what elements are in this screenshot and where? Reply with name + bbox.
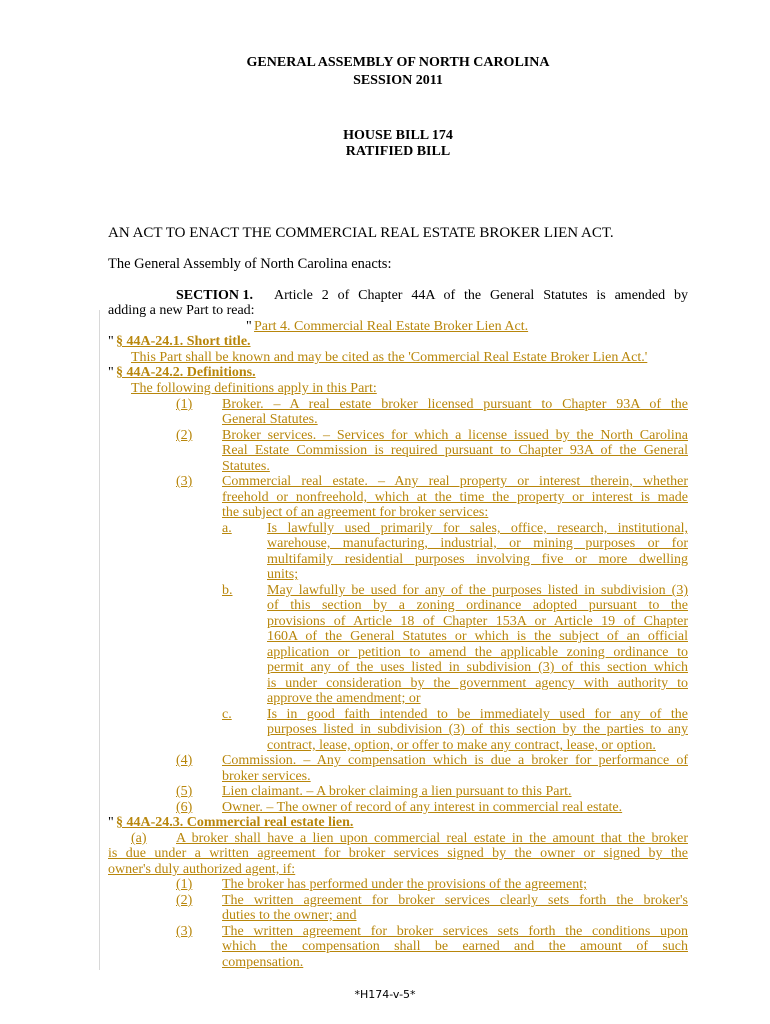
def-num: (2) bbox=[176, 428, 193, 443]
def-num: (3) bbox=[176, 474, 193, 489]
sub-line: is under consideration by the government agency with authority to bbox=[267, 676, 688, 691]
part-title: Part 4. Commercial Real Estate Broker Lien Act. bbox=[254, 319, 529, 334]
sub-line: provisions of Article 18 of Chapter 153A or Article 19 of Chapter bbox=[267, 614, 688, 629]
bill-number: HOUSE BILL 174 bbox=[343, 128, 453, 143]
bill-status: RATIFIED BILL bbox=[345, 144, 451, 159]
sub-line: permit any of the uses listed in subdivision (3) of this section which bbox=[267, 660, 688, 675]
s242-intro: The following definitions apply in this Part: bbox=[131, 381, 377, 396]
def-line: Commission. – Any compensation which is due a broker for performance of bbox=[222, 753, 688, 768]
section1-label: SECTION 1. bbox=[176, 288, 254, 303]
sub-line: warehouse, manufacturing, industrial, or mining purposes or for bbox=[267, 536, 688, 551]
sub-line: contract, lease, option, or offer to make any contract, lease, or option. bbox=[267, 738, 656, 753]
def-num: (4) bbox=[176, 753, 193, 768]
section1-text2: adding a new Part to read: bbox=[108, 303, 255, 318]
def-line: Commercial real estate. – Any real property or interest therein, whether bbox=[222, 474, 688, 489]
sub-line: application or petition to amend the applicable zoning ordinance to bbox=[267, 645, 688, 660]
s241-quote: " bbox=[108, 334, 114, 349]
sub-line: units; bbox=[267, 567, 299, 582]
sub-line: purposes listed in subdivision (3) of this section by the parties to any bbox=[267, 722, 688, 737]
sub-num: c. bbox=[222, 707, 232, 722]
sub-num: b. bbox=[222, 583, 233, 598]
s243-quote: " bbox=[108, 815, 114, 830]
enacting-clause: The General Assembly of North Carolina enacts: bbox=[108, 256, 392, 272]
s241-body: This Part shall be known and may be cited as the 'Commercial Real Estate Broker Lien Act.' bbox=[131, 350, 648, 365]
margin-rule bbox=[99, 310, 100, 970]
s242-quote: " bbox=[108, 365, 114, 380]
subsection-a-label: (a) bbox=[131, 831, 147, 846]
subsection-a-line: is due under a written agreement for broker services signed by the owner or signed by the bbox=[108, 846, 688, 861]
s242-heading: § 44A-24.2. Definitions. bbox=[116, 365, 256, 380]
sub-line: approve the amendment; or bbox=[267, 691, 421, 706]
def-line: the subject of an agreement for broker services: bbox=[222, 505, 489, 520]
def-line: Real Estate Commission is required pursuant to Chapter 93A of the General bbox=[222, 443, 688, 458]
section1-text: Article 2 of Chapter 44A of the General Statutes is amended by bbox=[274, 288, 688, 303]
sub-line: Is lawfully used primarily for sales, office, research, institutional, bbox=[267, 521, 688, 536]
sub-num: a. bbox=[222, 521, 232, 536]
sub-line: 160A of the General Statutes or which is the subject of an official bbox=[267, 629, 688, 644]
header-line2: SESSION 2011 bbox=[353, 73, 443, 88]
cond-line: duties to the owner; and bbox=[222, 908, 357, 923]
def-num: (5) bbox=[176, 784, 193, 799]
sub-line: May lawfully be used for any of the purposes listed in subdivision (3) bbox=[267, 583, 688, 598]
s243-heading: § 44A-24.3. Commercial real estate lien. bbox=[116, 815, 354, 830]
sub-line: multifamily residential purposes involving five or more dwelling bbox=[267, 552, 688, 567]
s241-heading: § 44A-24.1. Short title. bbox=[116, 334, 251, 349]
cond-num: (2) bbox=[176, 893, 193, 908]
def-line: Broker services. – Services for which a license issued by the North Carolina bbox=[222, 428, 688, 443]
def-line: Owner. – The owner of record of any interest in commercial real estate. bbox=[222, 800, 623, 815]
cond-num: (1) bbox=[176, 877, 193, 892]
cond-line: The written agreement for broker services clearly sets forth the broker's bbox=[222, 893, 688, 908]
def-num: (1) bbox=[176, 397, 193, 412]
def-line: freehold or nonfreehold, which at the time the property or interest is made bbox=[222, 490, 688, 505]
sub-line: Is in good faith intended to be immediately used for any of the bbox=[267, 707, 688, 722]
page-footer: *H174-v-5* bbox=[354, 988, 416, 1001]
def-line: Broker. – A real estate broker licensed pursuant to Chapter 93A of the bbox=[222, 397, 688, 412]
cond-line: The broker has performed under the provisions of the agreement; bbox=[222, 877, 588, 892]
def-line: broker services. bbox=[222, 769, 311, 784]
subsection-a-line: owner's duly authorized agent, if: bbox=[108, 862, 296, 877]
def-line: Statutes. bbox=[222, 459, 270, 474]
act-title: AN ACT TO ENACT THE COMMERCIAL REAL ESTATE BROKER LIEN ACT. bbox=[108, 225, 614, 241]
def-line: General Statutes. bbox=[222, 412, 318, 427]
def-line: Lien claimant. – A broker claiming a lien pursuant to this Part. bbox=[222, 784, 572, 799]
subsection-a-line: A broker shall have a lien upon commercial real estate in the amount that the broker bbox=[176, 831, 688, 846]
sub-line: of this section by a zoning ordinance adopted pursuant to the bbox=[267, 598, 688, 613]
cond-line: The written agreement for broker services sets forth the conditions upon bbox=[222, 924, 688, 939]
cond-line: compensation. bbox=[222, 955, 304, 970]
part-quote: " bbox=[246, 319, 252, 334]
def-num: (6) bbox=[176, 800, 193, 815]
header-line1: GENERAL ASSEMBLY OF NORTH CAROLINA bbox=[246, 55, 550, 70]
cond-num: (3) bbox=[176, 924, 193, 939]
cond-line: which the compensation shall be earned and the amount of such bbox=[222, 939, 688, 954]
